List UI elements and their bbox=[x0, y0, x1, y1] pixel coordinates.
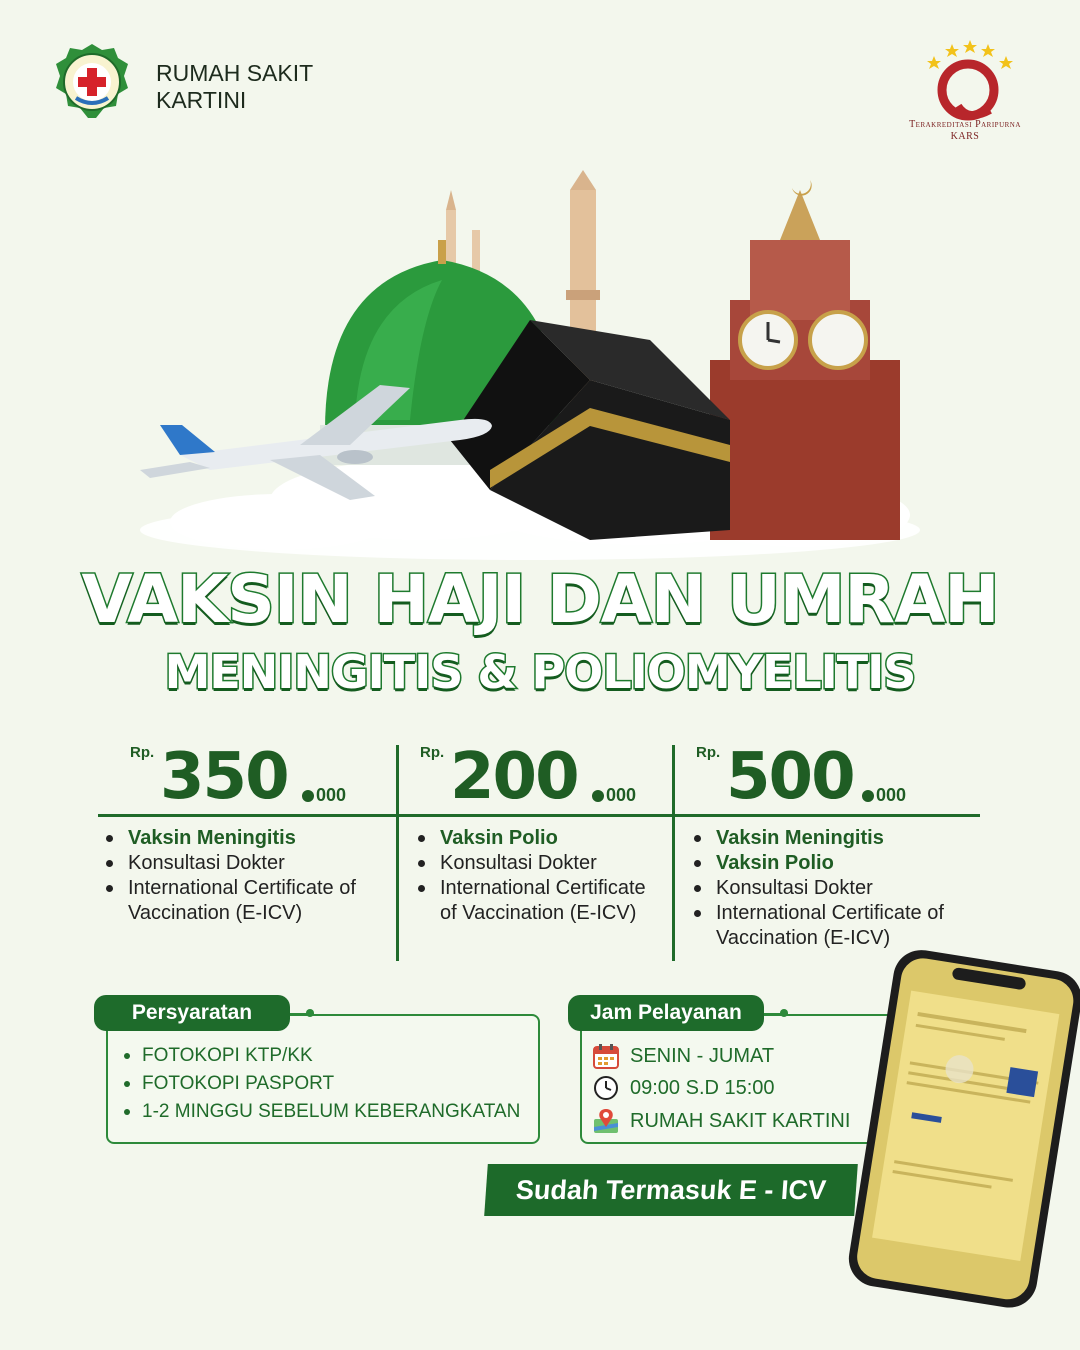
requirements-label: Persyaratan bbox=[94, 995, 290, 1031]
accreditation-caption bbox=[880, 119, 1050, 143]
price-thousands: 000 bbox=[876, 785, 907, 805]
price-dot bbox=[862, 790, 874, 802]
list-item: Vaksin Polio bbox=[690, 851, 980, 876]
sub-title: MENINGITIS & POLIOMYELITIS bbox=[164, 645, 916, 699]
price-amount: 500 bbox=[726, 740, 854, 814]
price-thousands: 000 bbox=[606, 785, 637, 805]
list-item: Vaksin Meningitis bbox=[102, 826, 394, 851]
price-thousands: 000 bbox=[316, 785, 347, 805]
column-divider bbox=[672, 745, 675, 961]
price-package-3 bbox=[696, 738, 936, 816]
price-package-1 bbox=[130, 738, 370, 816]
accreditation-line1: Terakreditasi Paripurna bbox=[909, 119, 1021, 130]
price-dot bbox=[302, 790, 314, 802]
list-item: Vaksin Meningitis bbox=[690, 826, 980, 851]
service-hours-label: Jam Pelayanan bbox=[568, 995, 764, 1031]
list-item: Vaksin Polio bbox=[414, 826, 654, 851]
eicv-banner: Sudah Termasuk E - ICV bbox=[484, 1164, 858, 1216]
price-amount: 200 bbox=[450, 740, 578, 814]
list-item: 1-2 MINGGU SEBELUM KEBERANGKATAN bbox=[122, 1098, 532, 1126]
list-item: International Certificate of Vaccination (E-ICV) bbox=[690, 901, 980, 951]
hajj-illustration bbox=[120, 170, 940, 580]
hospital-logo bbox=[54, 42, 130, 128]
list-item: Konsultasi Dokter bbox=[102, 851, 394, 876]
accreditation-line2: KARS bbox=[950, 131, 980, 142]
hospital-name bbox=[156, 60, 376, 114]
package-3-items bbox=[690, 826, 980, 951]
package-1-items bbox=[102, 826, 394, 926]
connector-dot bbox=[780, 1009, 788, 1017]
hospital-name-line2: KARTINI bbox=[156, 87, 247, 113]
currency-label: Rp. bbox=[696, 744, 721, 761]
main-title: VAKSIN HAJI DAN UMRAH bbox=[81, 561, 999, 638]
list-item: Konsultasi Dokter bbox=[690, 876, 980, 901]
column-divider bbox=[396, 745, 399, 961]
calendar-icon bbox=[592, 1042, 620, 1070]
currency-label: Rp. bbox=[130, 744, 155, 761]
currency-label: Rp. bbox=[420, 744, 445, 761]
price-amount: 350 bbox=[160, 740, 288, 814]
clock-tower bbox=[710, 180, 900, 540]
list-item: International Certificate of Vaccination (E-ICV) bbox=[102, 876, 394, 926]
list-item: FOTOKOPI KTP/KK bbox=[122, 1042, 532, 1070]
map-pin-icon bbox=[592, 1107, 620, 1135]
connector-dot bbox=[306, 1009, 314, 1017]
phone-mockup bbox=[840, 950, 1080, 1310]
list-item: FOTOKOPI PASPORT bbox=[122, 1070, 532, 1098]
service-days: SENIN - JUMAT bbox=[630, 1045, 775, 1067]
list-item: Konsultasi Dokter bbox=[414, 851, 654, 876]
requirements-list bbox=[122, 1042, 532, 1126]
list-item: International Certificate of Vaccination (E-ICV) bbox=[414, 876, 654, 926]
price-package-2 bbox=[420, 738, 660, 816]
clock-icon bbox=[592, 1074, 620, 1102]
hospital-name-line1: RUMAH SAKIT bbox=[156, 60, 314, 86]
service-location: RUMAH SAKIT KARTINI bbox=[630, 1110, 851, 1132]
price-dot bbox=[592, 790, 604, 802]
package-2-items bbox=[414, 826, 654, 926]
service-hours: 09:00 S.D 15:00 bbox=[630, 1077, 775, 1099]
